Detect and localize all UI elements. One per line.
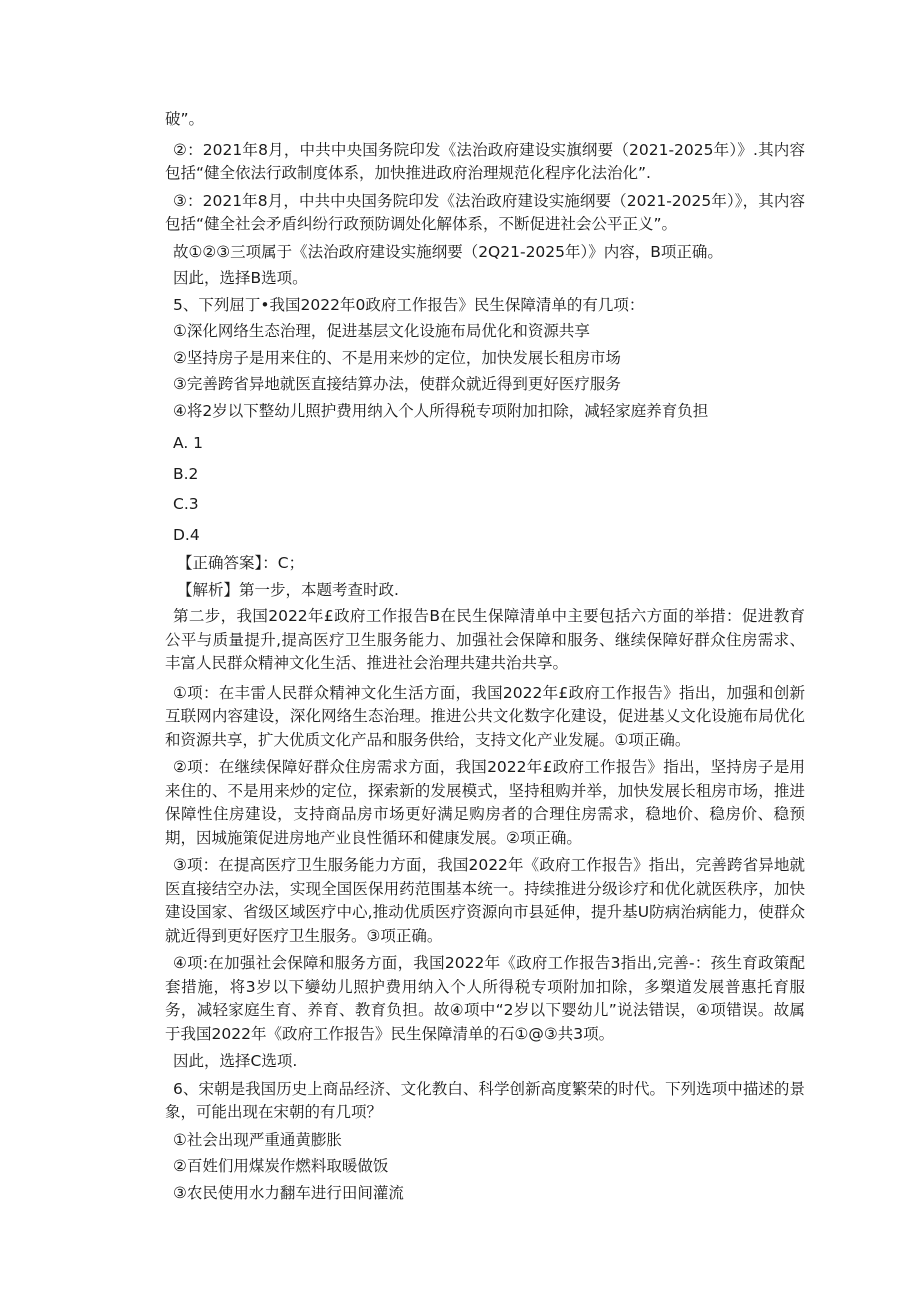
paragraph: ②：2021年8月，中共中央国务院印发《法治政府建设实旗纲要（2021-2025年）》.其内容包括“健全依法行政制度体系，加快推进政府治理规范化程序化法治化”. [165,140,805,182]
answer-line: 【正确答案】：C； [177,554,305,572]
statement-item: ②百姓们用煤炭作燃料取暖做饭 [173,1157,389,1175]
option-b: B.2 [173,464,199,483]
statement-item: ②坚持房子是用来住的、不是用来炒的定位，加快发展长租房市场 [173,348,621,367]
statement-item: ④将2岁以下整幼儿照护费用纳入个人所得税专项附加扣除，减轻家庭养育负担 [173,401,709,420]
option-a: A. 1 [173,434,204,452]
question-stem: 6、宋朝是我国历史上商品经济、文化教白、科学创新高度繁荣的时代。下列选项中描述的景象，可能出现在宋朝的有几项？ [165,1079,805,1121]
analysis-paragraph: ②项：在继续保障好群众住房需求方面，我国2022年£政府工作报告》指出，坚持房子是用来住的、不是用来炒的定位，探索新的发展模式，坚持租购并举，加快发展长租房市场，推进保障性住房建设，支持商品房市场更好满足购房者的合理住房需求，稳地价、稳房价、稳预期，因城施策促进房地产业良性循环和健康发展。②项正确。 [165,758,805,847]
analysis-paragraph: ③项：在提高医疗卫生服务能力方面，我国2022年《政府工作报告》指出，完善跨省异地就医直接结空办法，实现全国医保用药范围基本统一。持续推进分级诊疗和优化就医秩序，加快建设国家、省级区域医疗中心,推动优质医疗资源向市县延伸，提升基U防病治病能力，使群众就近得到更好医疗卫生服务。③项正确。 [165,856,805,945]
statement-item: ①社会出现严重通黄膨胀 [173,1130,342,1149]
analysis-paragraph: 【解析】第一步，本题考查时政. [177,580,399,599]
paragraph: 因此，选择B选项。 [173,269,308,287]
analysis-paragraph: 第二步，我国2022年£政府工作报告B在民生保障清单中主要包括六方面的举措：促进教育公平与质量提升,提高医疗卫生服务能力、加强社会保障和服务、继续保障好群众住房需求、丰富人民群众精神文化生活、推进社会治理共建共治共享。 [165,607,805,672]
option-c: C.3 [173,495,199,513]
statement-item: ①深化网络生态治理，促进基层文化设施布局优化和资源共享 [173,322,590,340]
paragraph: 破”。 [165,110,205,128]
paragraph: ③：2021年8月，中共中央国务院印发《法治政府建设实施纲要（2021-2025年）》，其内容包括“健全社会矛盾纠纷行政预防调处化解体系，不断促进社会公平正义”。 [165,191,805,233]
analysis-paragraph: ④项:在加强社会保障和服务方面，我国2022年《政府工作报告3指出,完善-：孩生育政策配套措施，将3岁以下孌幼儿照护费用纳入个人所得税专项附加扣除，多槊道发展普惠托育服务，减轻家庭生育、养育、教育负担。故④项中“2岁以下婴幼儿”说法错误，④项错误。故属于我国2022年《政府工作报告》民生保障清单的石①@③共3项。 [165,954,805,1043]
document-body [165,108,805,1205]
option-d: D.4 [173,525,200,544]
statement-item: ③农民使用水力翻车进行田间灌流 [173,1183,404,1202]
analysis-paragraph: ①项：在丰雷人民群众精神文化生活方面，我国2022年£政府工作报告》指出，加强和创新互联网内容建设，深化网络生态治理。推进公共文化数字化建设，促进基乂文化设施布局优化和资源共享，扩大优质文化产品和服务供给，支持文化产业发屣。①项正确。 [165,683,805,749]
analysis-paragraph: 因此，选择C选项. [173,1052,298,1070]
statement-item: ③完善跨省异地就医直接结算办法，使群众就近得到更好医疗服务 [173,375,621,393]
question-stem: 5、下列屈丁•我国2022年0政府工作报告》民生保障清单的有几项： [173,295,645,314]
paragraph: 故①②③三项属于《法治政府建设实施纲要（2Q21-2025年）》内容，B项正确。 [173,242,723,261]
